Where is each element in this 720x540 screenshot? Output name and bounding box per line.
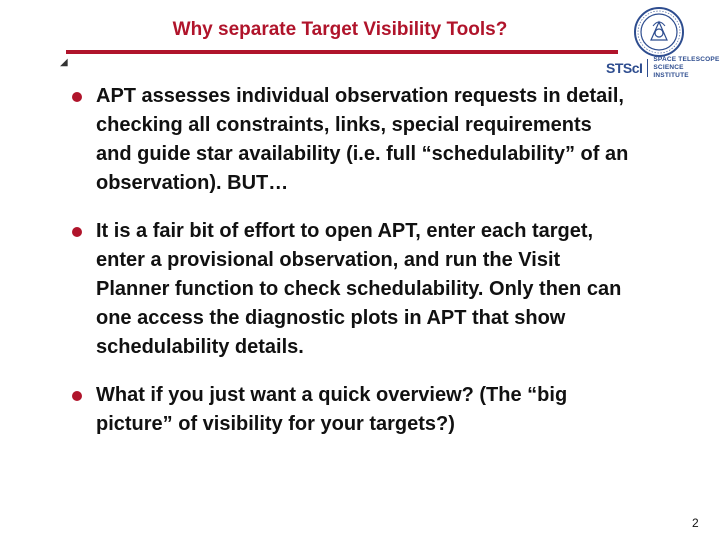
- bullet-list: [70, 82, 630, 439]
- bullet-item: [70, 217, 630, 362]
- bullet-dot-icon: [72, 92, 82, 102]
- bullet-dot-icon: [72, 391, 82, 401]
- logo-acronym: STScI: [606, 60, 643, 76]
- bullet-text: It is a fair bit of effort to open APT, enter each target, enter a provisional observation, and run the Visit Planner function to check schedulability. Only then can one access the diagnostic plots in APT that show schedulability details.: [96, 220, 622, 358]
- bullet-item: [70, 381, 630, 439]
- stsci-seal-icon: [633, 6, 685, 58]
- bullet-text: APT assesses individual observation requests in detail, checking all constraints, links, special requirements and guide star availability (i.e. full “schedulability” of an observation). BUT…: [96, 85, 629, 194]
- page-number: 2: [692, 516, 699, 530]
- logo-institute-name: SPACE TELESCOPE SCIENCE INSTITUTE: [653, 56, 720, 79]
- bullet-text: What if you just want a quick overview? (The “big picture” of visibility for your targets?): [96, 384, 568, 435]
- logo-divider: [647, 59, 648, 77]
- stsci-logo: [606, 57, 720, 79]
- bullet-item: [70, 82, 630, 198]
- bullet-dot-icon: [72, 227, 82, 237]
- slide-title: Why separate Target Visibility Tools?: [172, 19, 508, 40]
- corner-mark: ◢: [60, 57, 68, 68]
- title-underline: [66, 50, 618, 54]
